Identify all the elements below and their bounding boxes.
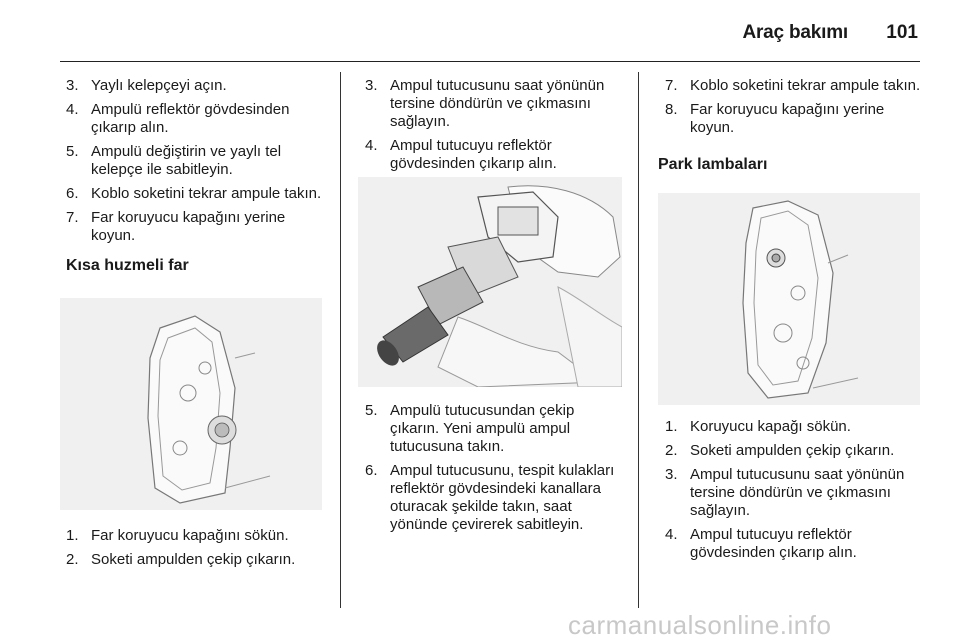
list-item: 3. Ampul tutucusunu saat yönünün tersine döndürün ve çıkmasını sağlayın.	[665, 466, 905, 519]
page-number: 101	[886, 22, 918, 43]
header-rule	[60, 61, 920, 62]
illustration-parking-light	[658, 193, 920, 405]
list-item: 8. Far koruyucu kapağını yerine koyun.	[665, 101, 885, 136]
step-list-parking-lights	[665, 418, 927, 562]
column-1-lower	[66, 527, 328, 575]
list-item: 3. Yaylı kelepçeyi açın.	[66, 77, 227, 94]
step-list-low-beam	[66, 527, 328, 569]
list-item: 4. Ampul tutucuyu reflektör gövdesinden çıkarıp alın.	[365, 137, 557, 172]
list-item: 2. Soketi ampulden çekip çıkarın.	[66, 551, 296, 568]
list-item: 5. Ampulü değiştirin ve yaylı tel kelepçe ile sabitleyin.	[66, 143, 282, 178]
list-item: 2. Soketi ampulden çekip çıkarın.	[665, 442, 895, 459]
illustration-low-beam-headlamp	[60, 298, 322, 510]
column-2-lower	[365, 402, 627, 540]
column-1	[66, 77, 328, 275]
column-3-lower	[665, 418, 927, 568]
list-item: 6. Ampul tutucusunu, tespit kulakları reflektör gövdesindeki kanallara oturacak şekilde takın, saat yönünde çevirerek sabitleyin.	[365, 462, 615, 533]
column-divider-1	[340, 72, 341, 608]
column-divider-2	[638, 72, 639, 608]
list-item: 7. Koblo soketini tekrar ampule takın.	[665, 77, 921, 94]
step-list-bulb-holder	[365, 77, 627, 173]
illustration-bulb-in-hand	[358, 177, 622, 387]
list-item: 4. Ampul tutucuyu reflektör gövdesinden çıkarıp alın.	[665, 526, 857, 561]
list-item: 7. Far koruyucu kapağını yerine koyun.	[66, 209, 286, 244]
watermark: carmanualsonline.info	[568, 610, 832, 640]
step-list-bulb-install	[365, 402, 627, 534]
step-list-bulb-replacement	[66, 77, 328, 245]
section-heading-parking-lights: Park lambaları	[658, 156, 768, 173]
column-2	[365, 77, 627, 179]
step-list-finish	[665, 77, 927, 137]
list-item: 4. Ampulü reflektör gövdesinden çıkarıp alın.	[66, 101, 290, 136]
column-3	[665, 77, 927, 143]
list-item: 6. Koblo soketini tekrar ampule takın.	[66, 185, 322, 202]
list-item: 1. Far koruyucu kapağını sökün.	[66, 527, 289, 544]
list-item: 1. Koruyucu kapağı sökün.	[665, 418, 851, 435]
section-heading-low-beam: Kısa huzmeli far	[66, 257, 189, 274]
header-title: Araç bakımı	[742, 22, 848, 43]
list-item: 5. Ampulü tutucusundan çekip çıkarın. Yeni ampulü ampul tutucusuna takın.	[365, 402, 575, 455]
list-item: 3. Ampul tutucusunu saat yönünün tersine döndürün ve çıkmasını sağlayın.	[365, 77, 605, 130]
